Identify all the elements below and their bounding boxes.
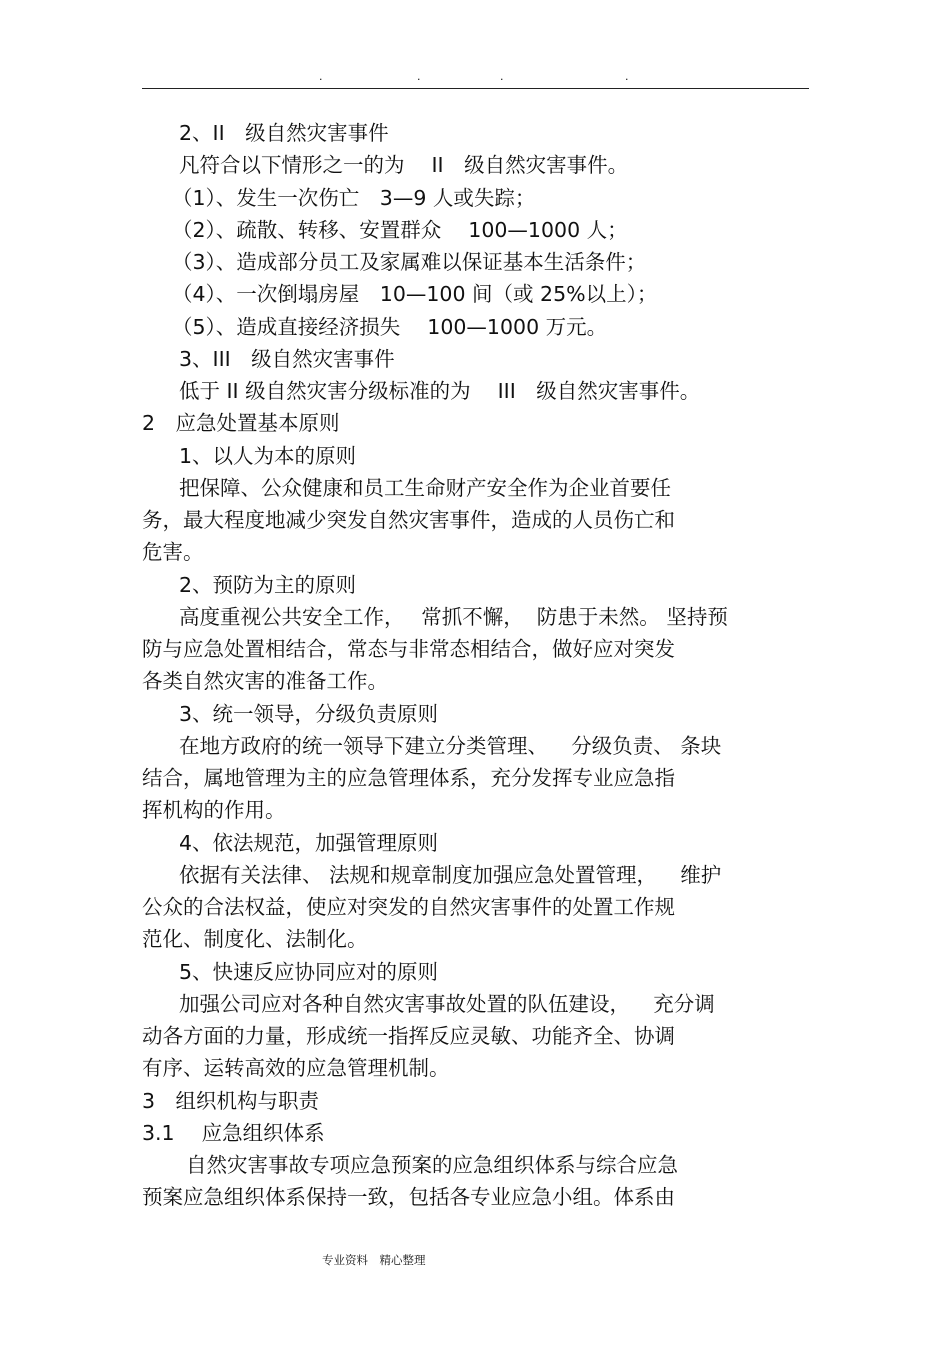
paragraph-line: 有序、运转高效的应急管理机制。 xyxy=(142,1056,450,1081)
paragraph-line: 加强公司应对各种自然灾害事故处置的队伍建设， 充分调 xyxy=(179,991,715,1016)
section-heading: 2、II 级自然灾害事件 xyxy=(179,121,389,145)
paragraph-line: 预案应急组织体系保持一致，包括各专业应急小组。体系由 xyxy=(142,1185,675,1210)
paragraph-line: 把保障、公众健康和员工生命财产安全作为企业首要任 xyxy=(179,475,671,500)
paragraph-line: 挥机构的作用。 xyxy=(142,798,286,823)
section-heading: 1、以人为本的原则 xyxy=(179,443,357,468)
paragraph-line: 在地方政府的统一领导下建立分类管理、 分级负责、 条块 xyxy=(179,733,722,758)
paragraph-line: 凡符合以下情形之一的为 II 级自然灾害事件。 xyxy=(179,153,629,178)
list-item: （1）、发生一次伤亡 3—9 人或失踪； xyxy=(172,185,536,210)
paragraph-line: 高度重视公共安全工作， 常抓不懈， 防患于未然。 坚持预 xyxy=(179,604,728,629)
paragraph-line: 防与应急处置相结合，常态与非常态相结合，做好应对突发 xyxy=(142,637,675,661)
document-body xyxy=(142,117,812,1214)
list-item: （4）、一次倒塌房屋 10—100 间（或 25%以上）； xyxy=(172,282,658,307)
header-mark: . xyxy=(625,70,629,83)
footer-text: 专业资料 精心整理 xyxy=(322,1253,426,1267)
paragraph-line: 危害。 xyxy=(142,540,204,565)
paragraph-line: 各类自然灾害的准备工作。 xyxy=(142,669,388,694)
header-mark: . xyxy=(500,70,504,83)
paragraph-line: 务，最大程度地减少突发自然灾害事件，造成的人员伤亡和 xyxy=(142,508,675,532)
list-item: （3）、造成部分员工及家属难以保证基本生活条件； xyxy=(172,250,647,274)
paragraph-line: 依据有关法律、 法规和规章制度加强应急处置管理， 维护 xyxy=(179,862,722,887)
header-mark: . xyxy=(319,70,323,83)
section-heading: 4、依法规范，加强管理原则 xyxy=(179,830,439,855)
paragraph-line: 低于 II 级自然灾害分级标准的为 III 级自然灾害事件。 xyxy=(179,379,701,403)
paragraph-line: 结合，属地管理为主的应急管理体系，充分发挥专业应急指 xyxy=(142,766,675,790)
section-heading: 3、统一领导，分级负责原则 xyxy=(179,701,439,726)
list-item: （2）、疏散、转移、安置群众 100—1000 人； xyxy=(172,217,628,242)
section-heading: 5、快速反应协同应对的原则 xyxy=(179,959,439,984)
paragraph-line: 自然灾害事故专项应急预案的应急组织体系与综合应急 xyxy=(186,1153,678,1177)
section-heading: 2、预防为主的原则 xyxy=(179,572,357,597)
chapter-heading: 3 组织机构与职责 xyxy=(142,1088,320,1113)
chapter-heading: 2 应急处置基本原则 xyxy=(142,411,340,436)
paragraph-line: 动各方面的力量，形成统一指挥反应灵敏、功能齐全、协调 xyxy=(142,1024,675,1048)
header-mark: . xyxy=(417,70,421,83)
subsection-heading: 3.1 应急组织体系 xyxy=(142,1120,325,1145)
header-marks xyxy=(0,70,950,84)
paragraph-line: 范化、制度化、法制化。 xyxy=(142,927,368,952)
paragraph-line: 公众的合法权益，使应对突发的自然灾害事件的处置工作规 xyxy=(142,895,675,919)
section-heading: 3、III 级自然灾害事件 xyxy=(179,346,395,371)
list-item: （5）、造成直接经济损失 100—1000 万元。 xyxy=(172,314,608,339)
header-rule xyxy=(142,88,809,89)
